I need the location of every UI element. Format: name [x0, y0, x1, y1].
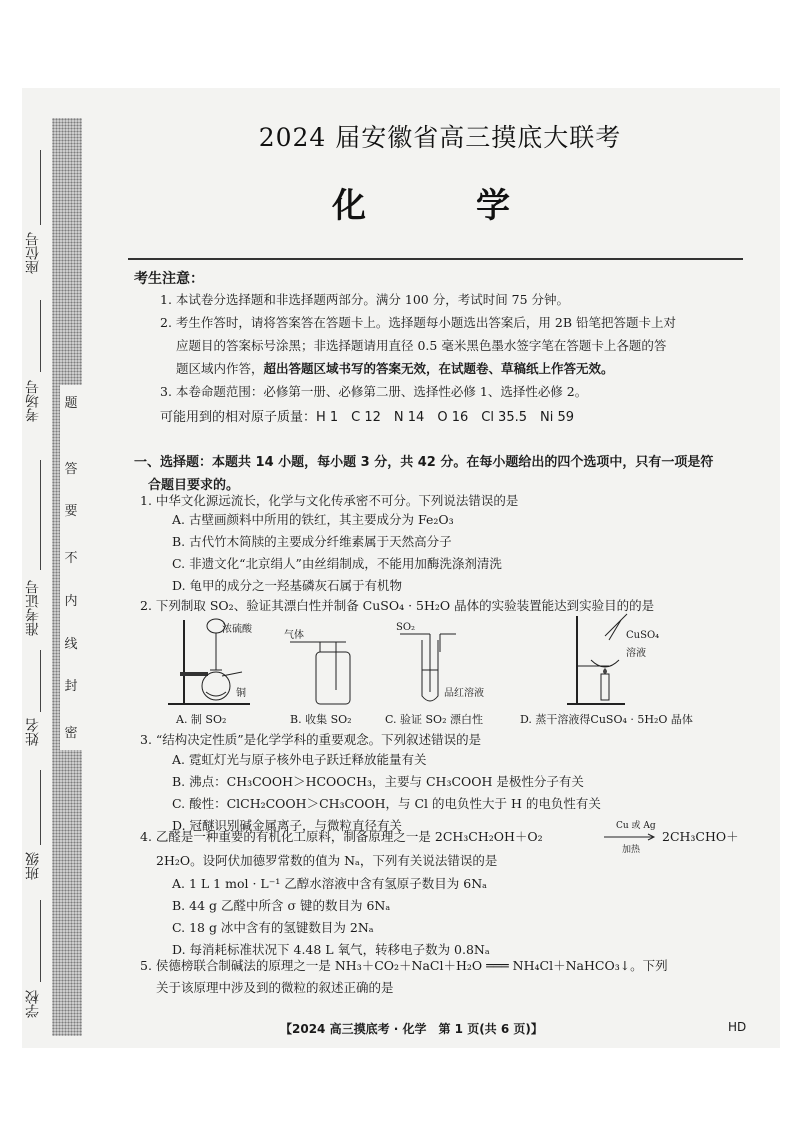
notice-item-2-line-1: 2. 考生作答时，请将答案答在答题卡上。选择题每小题选出答案后，用 2B 铅笔把答题卡上对 [160, 315, 676, 330]
seal-line-box [60, 385, 82, 750]
seat-number-line [40, 150, 41, 225]
reaction-condition-heat: 加热 [622, 845, 641, 855]
exam-title: 2024 届安徽省高三摸底大联考 [258, 123, 622, 152]
header-rule [128, 258, 743, 260]
exam-room-line [40, 300, 41, 372]
apparatus-b-caption: B. 收集 SO₂ [290, 713, 352, 726]
name-field [6, 718, 60, 746]
seal-char: 不 [64, 551, 78, 566]
apparatus-a-label-copper: 铜 [236, 688, 246, 699]
name-label: 姓名 [25, 718, 41, 746]
apparatus-d-label-solution: 溶液 [626, 648, 646, 659]
question-1-option-c: C. 非遗文化“北京绢人”由丝绢制成，不能用加酶洗涤剂清洗 [172, 556, 502, 571]
question-3-option-b: B. 沸点：CH₃COOH＞HCOOCH₃，主要与 CH₃COOH 是极性分子有关 [172, 774, 584, 789]
question-4-option-d: D. 每消耗标准状况下 4.48 L 氧气，转移电子数为 0.8Nₐ [172, 942, 490, 957]
seal-char: 密 [64, 726, 78, 741]
apparatus-d-diagram [565, 610, 655, 710]
exam-id-line [40, 460, 41, 570]
seal-char: 内 [64, 594, 78, 609]
footer-code: HD [728, 1020, 747, 1034]
class-field [6, 852, 60, 880]
seal-char: 要 [64, 504, 78, 519]
question-4-option-c: C. 18 g 冰中含有的氢键数目为 2Nₐ [172, 920, 374, 935]
seal-char: 答 [64, 462, 78, 477]
question-4-option-b: B. 44 g 乙醛中所含 σ 键的数目为 6Nₐ [172, 898, 391, 913]
question-3-option-d: D. 冠醚识别碱金属离子，与微粒直径有关 [172, 818, 403, 833]
question-3-stem: 3. “结构决定性质”是化学学科的重要观念。下列叙述错误的是 [140, 732, 482, 747]
apparatus-d-caption: D. 蒸干溶液得CuSO₄ · 5H₂O 晶体 [520, 713, 693, 726]
notice-item-2-line-2: 应题目的答案标号涂黑；非选择题请用直径 0.5 毫米黑色墨水签字笔在答题卡上各题的答 [176, 338, 667, 353]
exam-id-label: 准考证号 [25, 580, 41, 636]
section-heading-line-1: 一、选择题：本题共 14 小题，每小题 3 分，共 42 分。在每小题给出的四个选项中，只有一项是符 [134, 455, 714, 470]
notice-item-2-emphasis: 超出答题区域书写的答案无效，在试题卷、草稿纸上作答无效。 [263, 361, 614, 376]
question-3-option-a: A. 霓虹灯光与原子核外电子跃迁释放能量有关 [172, 752, 427, 767]
question-4-stem-lead: 4. 乙醛是一种重要的有机化工原料，制备原理之一是 2CH₃CH₂OH＋O₂ [140, 829, 543, 844]
seat-number-label: 座位号 [25, 232, 41, 274]
notice-item-2-line-3 [176, 357, 761, 380]
exam-id-field [6, 580, 60, 636]
reaction-arrow [604, 834, 658, 840]
question-3-option-c: C. 酸性：ClCH₂COOH＞CH₃COOH，与 Cl 的电负性大于 H 的电负性有关 [172, 796, 601, 811]
atomic-masses: 可能用到的相对原子质量：H 1 C 12 N 14 O 16 Cl 35.5 Ni 59 [160, 410, 575, 425]
apparatus-a-label-acid: 浓硫酸 [222, 624, 252, 635]
reaction-condition-catalyst: Cu 或 Ag [616, 821, 656, 831]
school-label: 学校 [25, 990, 41, 1018]
question-4-option-a: A. 1 L 1 mol · L⁻¹ 乙醇水溶液中含有氢原子数目为 6Nₐ [172, 876, 487, 891]
question-1-stem: 1. 中华文化源远流长，化学与文化传承密不可分。下列说法错误的是 [140, 493, 519, 508]
question-1-option-a: A. 古壁画颜料中所用的铁红，其主要成分为 Fe₂O₃ [172, 512, 454, 527]
school-line [40, 900, 41, 982]
class-line [40, 770, 41, 845]
apparatus-c-label-dye: 品红溶液 [444, 688, 484, 699]
question-1-option-b: B. 古代竹木简牍的主要成分纤维素属于天然高分子 [172, 534, 452, 549]
question-4-stem-product: 2CH₃CHO＋ [662, 829, 739, 844]
school-field [6, 990, 60, 1018]
question-2-stem: 2. 下列制取 SO₂、验证其漂白性并制备 CuSO₄ · 5H₂O 晶体的实验装置能达到实验目的的是 [140, 598, 655, 613]
seal-char: 封 [64, 679, 78, 694]
apparatus-b-label-gas: 气体 [284, 630, 304, 641]
apparatus-b-diagram [290, 630, 370, 710]
question-5-stem-line-1: 5. 侯德榜联合制碱法的原理之一是 NH₃＋CO₂＋NaCl＋H₂O ═══ NH₄Cl＋NaHCO₃↓。下列 [140, 958, 668, 973]
apparatus-c-label-so2: SO₂ [396, 622, 416, 633]
question-5-stem-line-2: 关于该原理中涉及到的微粒的叙述正确的是 [156, 980, 394, 995]
notice-item-3: 3. 本卷命题范围：必修第一册、必修第二册、选择性必修 1、选择性必修 2。 [160, 384, 588, 399]
page-footer: 【2024 高三摸底考 · 化学 第 1 页(共 6 页)】 [280, 1022, 543, 1036]
seal-char: 线 [64, 637, 78, 652]
seal-char: 题 [64, 396, 78, 411]
notice-title: 考生注意： [134, 271, 204, 287]
subject-title: 化 学 [332, 186, 548, 226]
seat-number-field [6, 232, 60, 274]
name-line [40, 650, 41, 712]
section-heading-line-2: 合题目要求的。 [148, 478, 240, 493]
exam-room-field [6, 380, 60, 422]
notice-item-2-text: 题区域内作答， [176, 361, 264, 376]
apparatus-a-caption: A. 制 SO₂ [176, 713, 227, 726]
notice-item-1: 1. 本试卷分选择题和非选择题两部分。满分 100 分，考试时间 75 分钟。 [160, 292, 570, 307]
exam-room-label: 考场号 [25, 380, 41, 422]
question-1-option-d: D. 龟甲的成分之一羟基磷灰石属于有机物 [172, 578, 403, 593]
question-4-stem-line-2: 2H₂O。设阿伏加德罗常数的值为 Nₐ，下列有关说法错误的是 [156, 853, 498, 868]
apparatus-d-label-cuso4: CuSO₄ [626, 630, 660, 641]
apparatus-c-caption: C. 验证 SO₂ 漂白性 [385, 713, 483, 726]
class-label: 班级 [25, 852, 41, 880]
question-4-stem-line-1 [140, 826, 543, 848]
